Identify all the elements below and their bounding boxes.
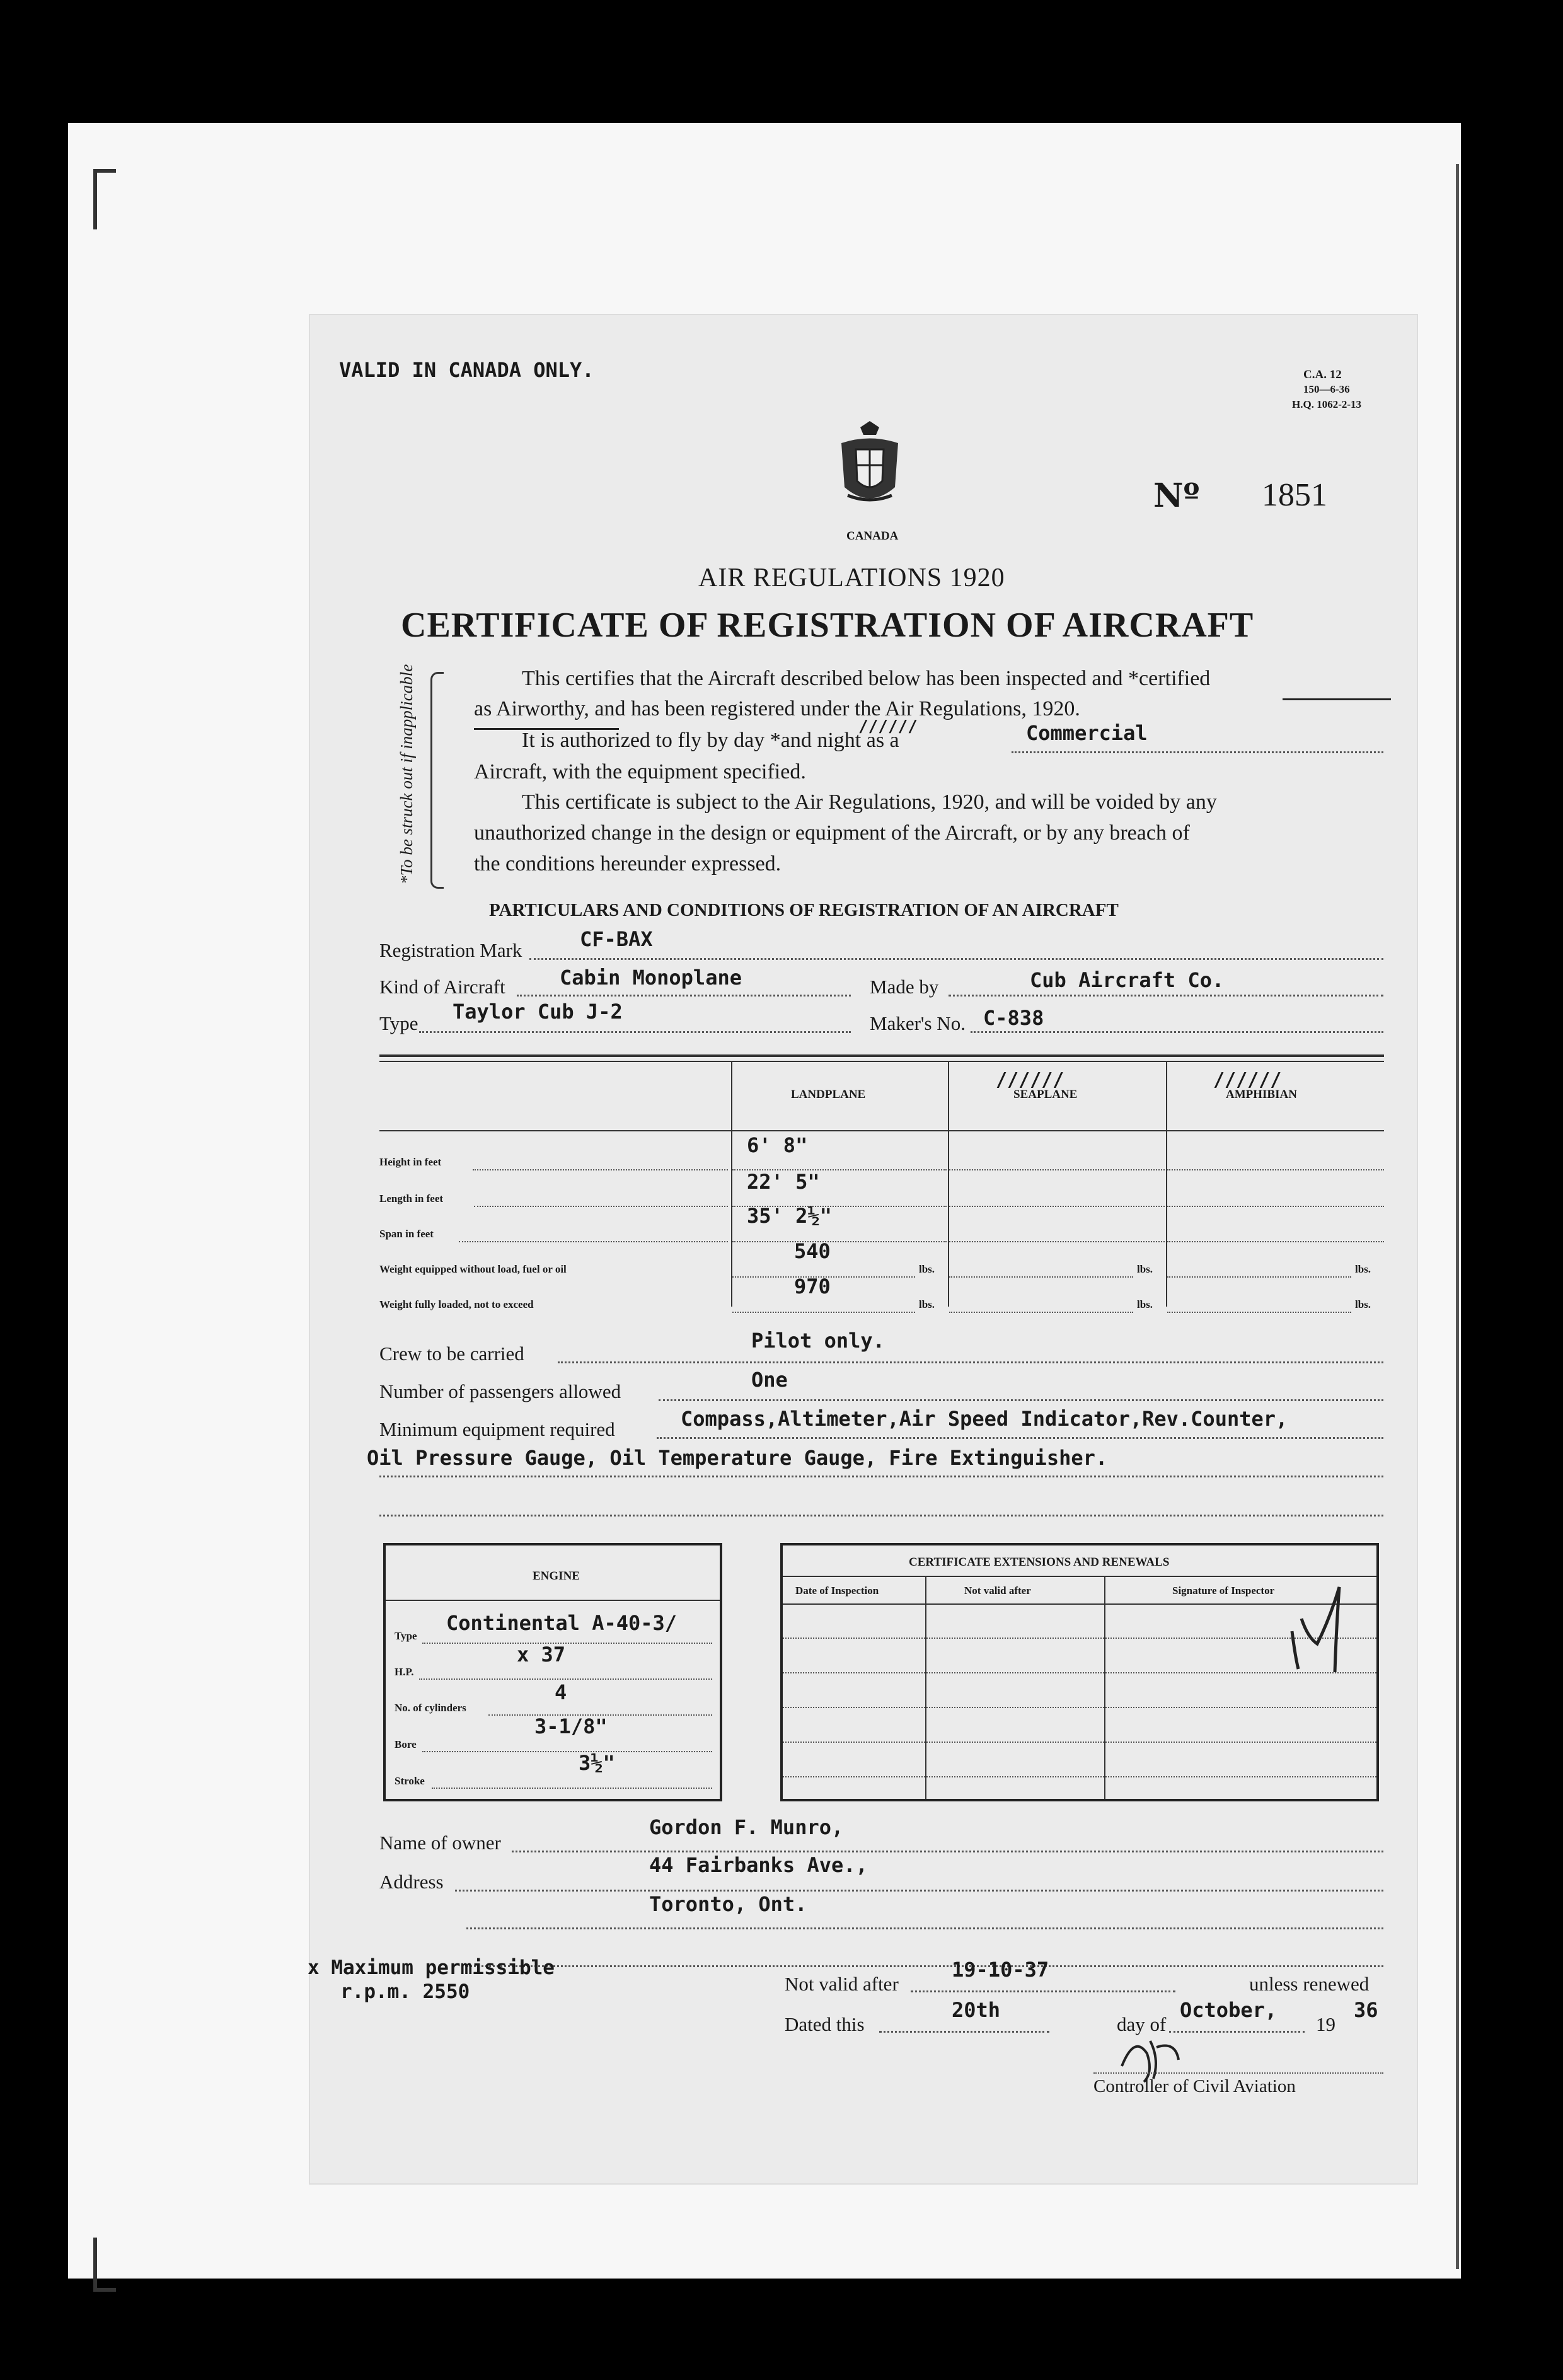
flight-category-line xyxy=(1012,751,1383,753)
address-label: Address xyxy=(379,1871,444,1893)
landplane-value: 970 xyxy=(794,1274,831,1298)
landplane-value: 6' 8" xyxy=(747,1133,808,1157)
rpm-note-line-2: r.p.m. 2550 xyxy=(340,1980,470,2003)
type-label: Type xyxy=(379,1012,418,1034)
made-by: Cub Aircraft Co. xyxy=(1030,968,1225,992)
row-label: Height in feet xyxy=(379,1156,442,1168)
engine-hp-label: H.P. xyxy=(395,1666,414,1678)
side-brace xyxy=(430,672,444,889)
equipment-line-2: Oil Pressure Gauge, Oil Temperature Gauge, Fire Extinguisher. xyxy=(367,1446,1108,1470)
flight-category: Commercial xyxy=(1026,721,1148,745)
certificate-number: 1851 xyxy=(1262,477,1327,513)
para3-line-a: This certificate is subject to the Air Regulations, 1920, and will be voided by any xyxy=(522,790,1217,814)
amphibian-line xyxy=(1167,1241,1384,1242)
renewals-col-not-valid: Not valid after xyxy=(964,1585,1031,1597)
engine-hp: x 37 xyxy=(517,1643,566,1667)
kind-label: Kind of Aircraft xyxy=(379,976,505,998)
not-valid-label: Not valid after xyxy=(785,1973,899,1995)
renewals-col-line-2 xyxy=(1104,1577,1105,1799)
inspector-signature-mark xyxy=(1279,1581,1355,1675)
row-label: Length in feet xyxy=(379,1193,444,1204)
table-top-rule-1 xyxy=(379,1054,1384,1057)
controller-signature-line xyxy=(1093,2072,1383,2074)
engine-type: Continental A-40-3/ xyxy=(446,1611,678,1635)
engine-heading: ENGINE xyxy=(533,1569,580,1583)
renewals-row-4 xyxy=(783,1742,1376,1743)
row-leader xyxy=(459,1241,728,1242)
address-rule-1 xyxy=(455,1890,1383,1892)
valid-notice: VALID IN CANADA ONLY. xyxy=(339,358,594,382)
certificate-title: CERTIFICATE OF REGISTRATION OF AIRCRAFT xyxy=(401,606,1254,645)
crop-mark-bottom-left xyxy=(93,2238,116,2292)
para3-line-c: the conditions hereunder expressed. xyxy=(474,852,782,875)
crop-mark-top-left xyxy=(93,169,116,229)
owner-name-label: Name of owner xyxy=(379,1832,501,1854)
unit-seaplane: lbs. xyxy=(1137,1263,1153,1275)
seaplane-strike: ////// xyxy=(996,1069,1064,1091)
regulations-title: AIR REGULATIONS 1920 xyxy=(698,563,1005,592)
engine-type-line xyxy=(422,1643,712,1644)
landplane-value: 540 xyxy=(794,1239,831,1263)
registration-mark-line xyxy=(529,958,1383,960)
crest-caption: CANADA xyxy=(846,529,899,543)
row-label: Weight equipped without load, fuel or oil xyxy=(379,1263,567,1275)
table-col-line-3 xyxy=(1166,1061,1167,1307)
renewals-col-signature: Signature of Inspector xyxy=(1172,1585,1275,1597)
dated-day: 20th xyxy=(952,1998,1001,2022)
not-valid-date: 19-10-37 xyxy=(952,1958,1049,1982)
engine-bore: 3-1/8" xyxy=(534,1714,608,1738)
year-suffix: 36 xyxy=(1354,1998,1378,2022)
landplane-value: 35' 2½" xyxy=(747,1204,832,1228)
amphibian-line xyxy=(1167,1312,1351,1313)
seaplane-line xyxy=(949,1312,1133,1313)
dated-month: October, xyxy=(1180,1998,1278,2022)
row-leader xyxy=(473,1169,728,1170)
unit-seaplane: lbs. xyxy=(1137,1298,1153,1310)
unit-amphibian: lbs. xyxy=(1355,1298,1371,1310)
certified-underline xyxy=(1283,698,1391,700)
crew-label: Crew to be carried xyxy=(379,1343,524,1365)
crew-line xyxy=(558,1361,1383,1363)
made-by-label: Made by xyxy=(870,976,939,998)
unit-amphibian: lbs. xyxy=(1355,1263,1371,1275)
year-prefix: 19 xyxy=(1316,2013,1335,2035)
col-amphibian: AMPHIBIAN xyxy=(1226,1088,1297,1101)
address-line-2: Toronto, Ont. xyxy=(649,1892,807,1916)
coat-of-arms-crest xyxy=(832,421,908,516)
type-line xyxy=(419,1031,851,1033)
seaplane-line xyxy=(949,1241,1165,1242)
certificate-document xyxy=(309,314,1418,2185)
table-col-line-2 xyxy=(948,1061,949,1307)
unit-landplane: lbs. xyxy=(919,1263,935,1275)
dated-day-line xyxy=(879,2031,1049,2033)
table-header-rule xyxy=(379,1130,1384,1131)
para3-line-b: unauthorized change in the design or equipment of the Aircraft, or by any breach of xyxy=(474,821,1190,845)
equipment-rule-1 xyxy=(657,1437,1383,1439)
aircraft-type: Taylor Cub J-2 xyxy=(453,1000,623,1024)
rpm-note-line-1: x Maximum permissible xyxy=(308,1956,555,1979)
para2-line-a: It is authorized to fly by day *and night as a xyxy=(522,729,899,752)
unless-renewed: unless renewed xyxy=(1249,1973,1370,1995)
renewals-heading: CERTIFICATE EXTENSIONS AND RENEWALS xyxy=(909,1556,1170,1569)
landplane-line xyxy=(732,1312,915,1313)
renewals-row-5 xyxy=(783,1776,1376,1777)
table-top-rule-2 xyxy=(379,1061,1384,1062)
engine-cylinders-label: No. of cylinders xyxy=(395,1702,466,1714)
dated-month-line xyxy=(1169,2031,1305,2033)
address-rule-2 xyxy=(466,1927,1383,1929)
para1-line-a: This certifies that the Aircraft described below has been inspected and *certified xyxy=(522,667,1211,690)
seaplane-line xyxy=(949,1206,1165,1207)
renewals-col-line-1 xyxy=(925,1577,926,1799)
col-seaplane: SEAPLANE xyxy=(1013,1088,1078,1101)
engine-stroke: 3½" xyxy=(579,1751,615,1775)
engine-type-label: Type xyxy=(395,1630,417,1642)
passengers-label: Number of passengers allowed xyxy=(379,1380,621,1402)
made-by-line xyxy=(949,995,1383,996)
landplane-value: 22' 5" xyxy=(747,1170,820,1194)
makers-no-label: Maker's No. xyxy=(870,1012,966,1034)
engine-bore-label: Bore xyxy=(395,1738,417,1750)
dated-label: Dated this xyxy=(785,2013,865,2035)
para2-line-b: Aircraft, with the equipment specified. xyxy=(474,760,806,783)
equipment-rule-2 xyxy=(379,1476,1383,1477)
renewals-col-date: Date of Inspection xyxy=(795,1585,879,1597)
night-strike-marks: ////// xyxy=(858,717,918,736)
engine-bore-line xyxy=(422,1751,712,1752)
seaplane-line xyxy=(949,1276,1133,1278)
makers-number: C-838 xyxy=(983,1006,1044,1030)
address-line-1: 44 Fairbanks Ave., xyxy=(649,1853,868,1877)
para1-line-b: as Airworthy, and has been registered under the Air Regulations, 1920. xyxy=(474,697,1080,720)
seaplane-line xyxy=(949,1169,1165,1170)
row-label: Weight fully loaded, not to exceed xyxy=(379,1298,534,1310)
frame-edge-right xyxy=(1456,164,1459,2269)
engine-stroke-line xyxy=(432,1788,712,1789)
renewals-header-rule-1 xyxy=(783,1576,1376,1577)
table-col-line-1 xyxy=(731,1061,732,1307)
row-leader xyxy=(474,1206,728,1207)
particulars-heading: PARTICULARS AND CONDITIONS OF REGISTRATION OF AN AIRCRAFT xyxy=(489,900,1119,920)
landplane-line xyxy=(732,1241,947,1242)
renewals-row-3 xyxy=(783,1707,1376,1708)
equipment-line-1: Compass,Altimeter,Air Speed Indicator,Rev.Counter, xyxy=(681,1407,1288,1431)
engine-box-header-rule xyxy=(386,1600,720,1601)
number-label: Nº xyxy=(1153,477,1200,515)
address-rule-3 xyxy=(466,1965,1383,1967)
passengers-line xyxy=(659,1399,1383,1401)
side-note: *To be struck out if inapplicable xyxy=(397,664,416,884)
unit-landplane: lbs. xyxy=(919,1298,935,1310)
amphibian-line xyxy=(1167,1169,1384,1170)
form-code-2: 150—6-36 xyxy=(1303,383,1350,395)
crew-value: Pilot only. xyxy=(751,1329,885,1353)
equipment-label: Minimum equipment required xyxy=(379,1418,615,1440)
form-code-3: H.Q. 1062-2-13 xyxy=(1292,398,1362,410)
passengers-value: One xyxy=(751,1368,788,1392)
amphibian-line xyxy=(1167,1276,1351,1278)
form-code-1: C.A. 12 xyxy=(1303,368,1342,381)
makers-no-line xyxy=(971,1031,1383,1033)
amphibian-line xyxy=(1167,1206,1384,1207)
row-label: Span in feet xyxy=(379,1228,434,1240)
kind-of-aircraft: Cabin Monoplane xyxy=(560,966,742,990)
col-landplane: LANDPLANE xyxy=(791,1088,866,1101)
not-valid-line xyxy=(911,1990,1175,1992)
owner-name-line xyxy=(512,1851,1383,1852)
registration-mark-label: Registration Mark xyxy=(379,939,522,961)
kind-line xyxy=(517,995,851,996)
amphibian-strike: ////// xyxy=(1213,1069,1282,1091)
controller-title: Controller of Civil Aviation xyxy=(1093,2076,1296,2096)
registration-mark: CF-BAX xyxy=(580,927,653,951)
day-of-label: day of xyxy=(1117,2013,1167,2035)
equipment-rule-3 xyxy=(379,1515,1383,1516)
owner-name: Gordon F. Munro, xyxy=(649,1815,844,1839)
engine-cylinders: 4 xyxy=(555,1680,567,1704)
engine-stroke-label: Stroke xyxy=(395,1775,425,1787)
engine-hp-line xyxy=(419,1678,712,1680)
